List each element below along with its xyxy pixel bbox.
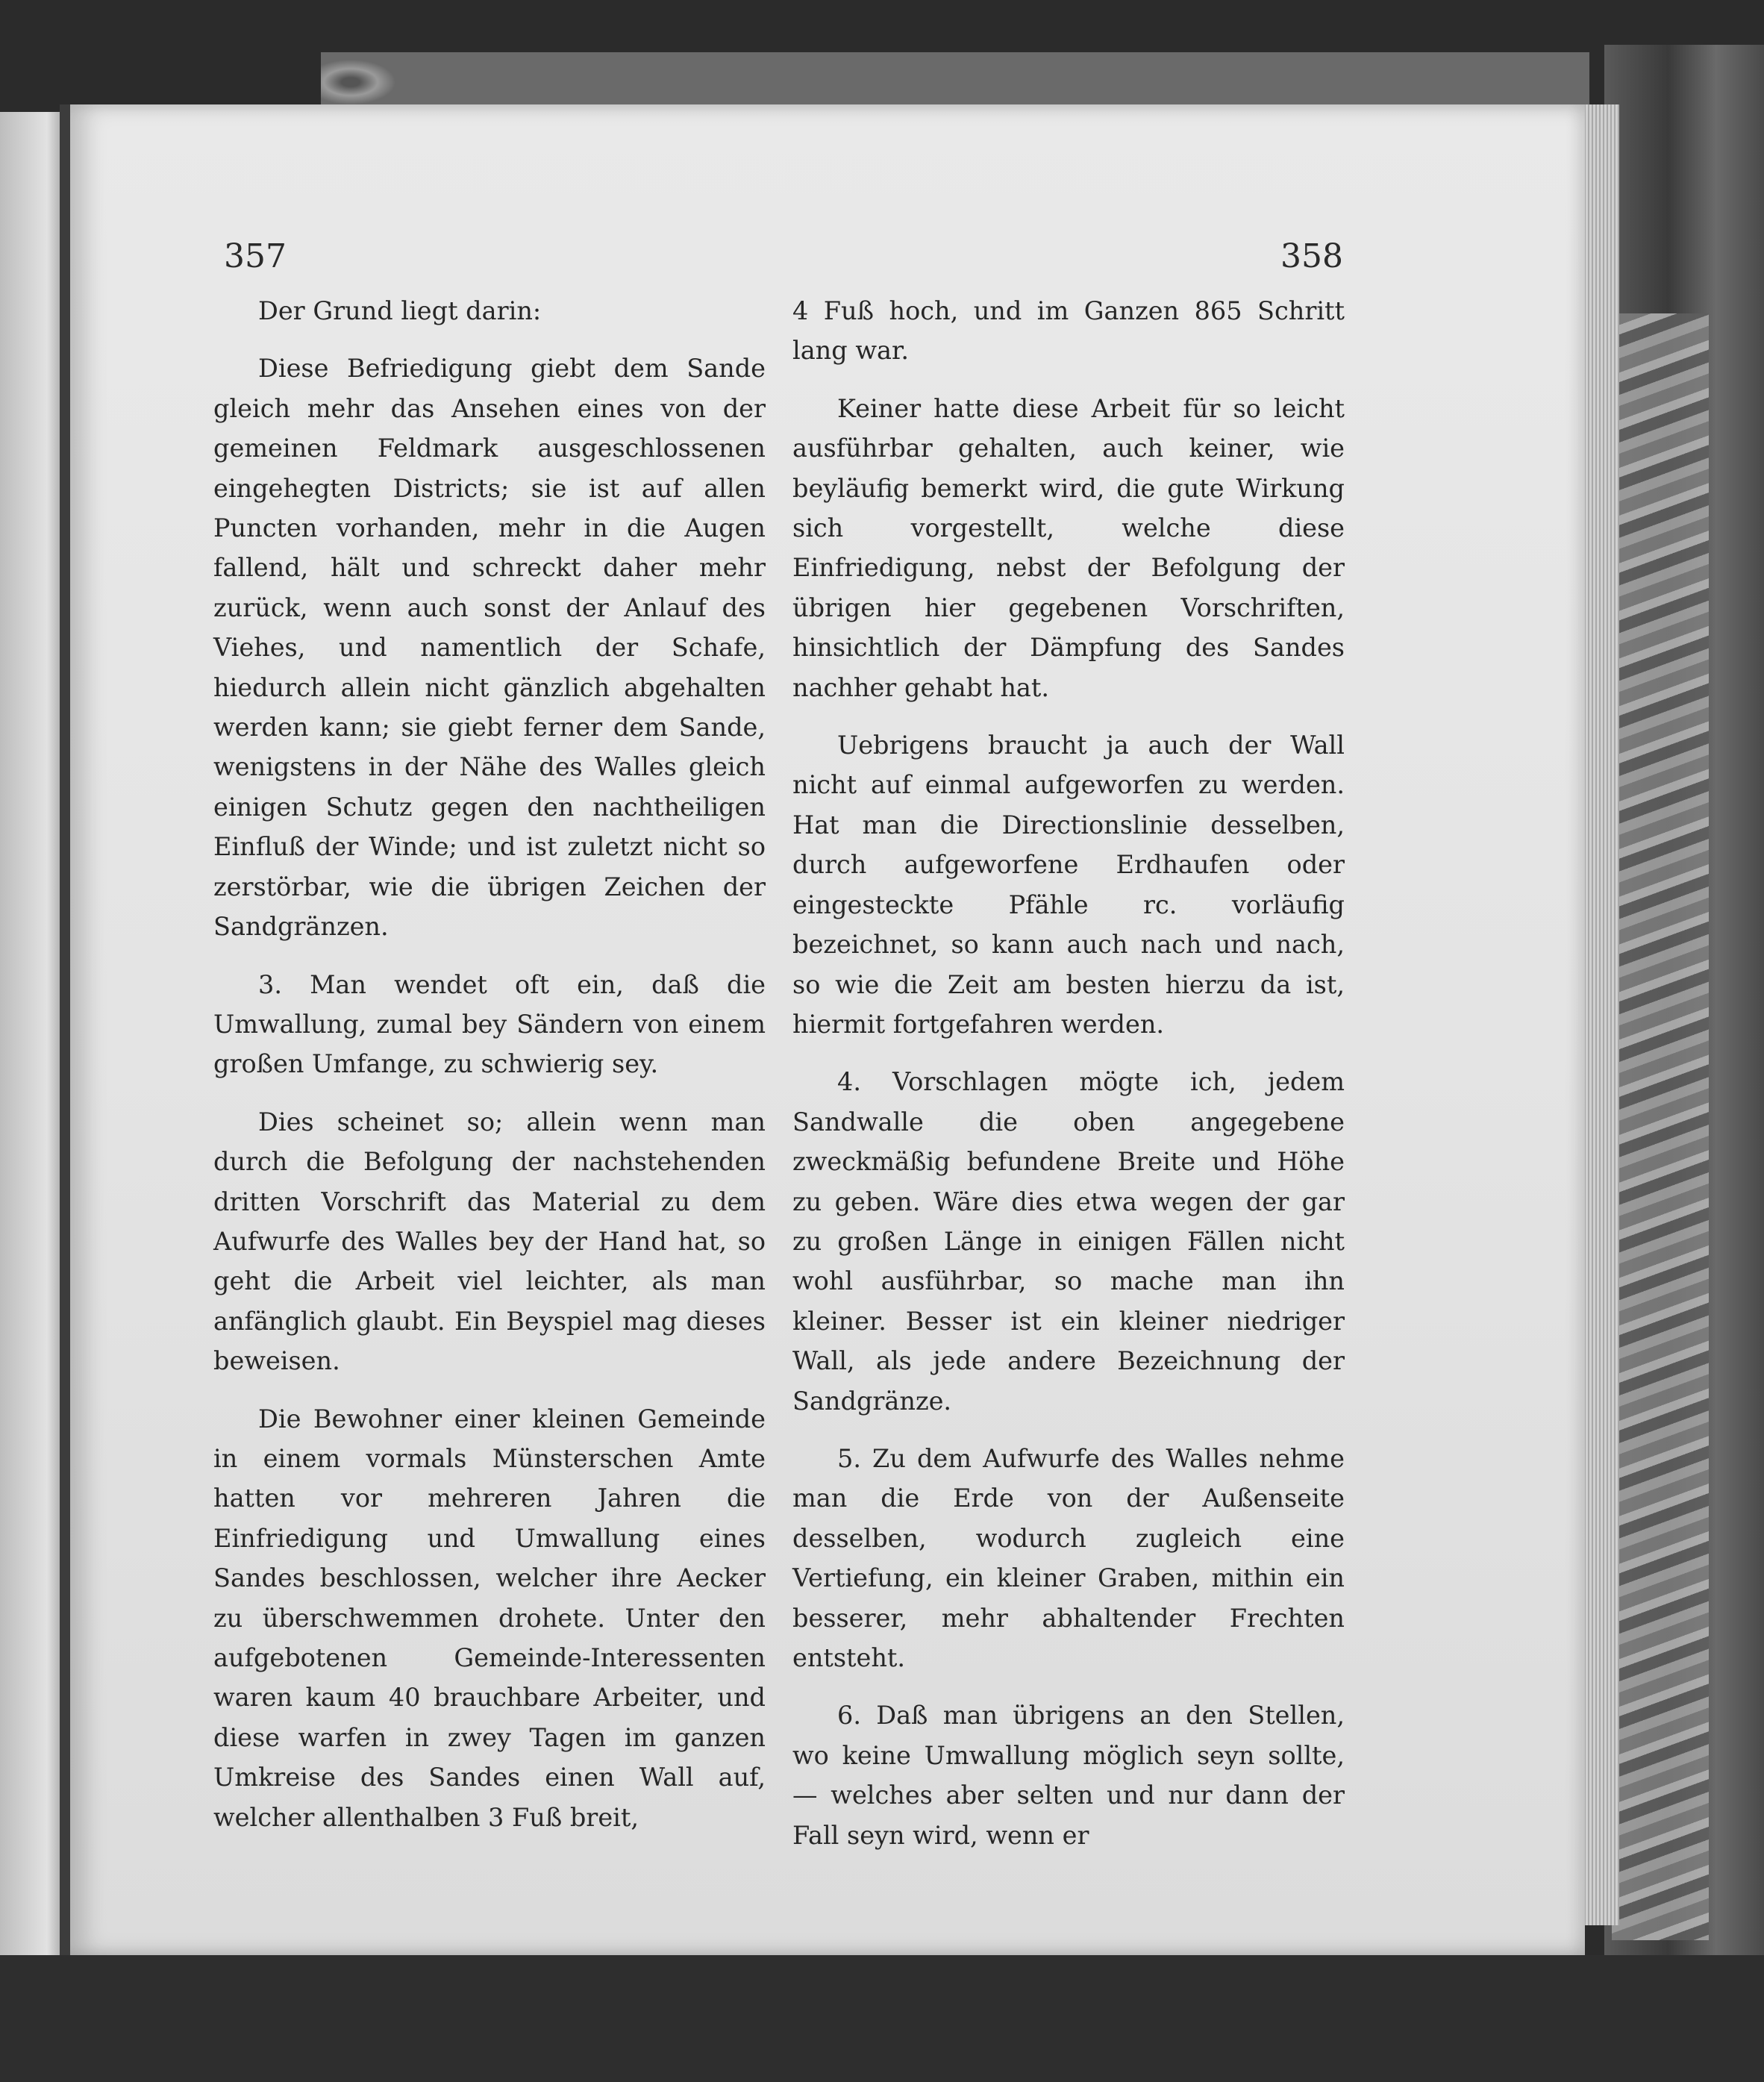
- paragraph: Keiner hatte diese Arbeit für so leicht ausführbar gehalten, auch keiner, wie beyläufig bemerkt wird, die gute Wirkung sich vorgestellt, welche diese Einfriedigung, nebst der Befolgung der übrigen hier gegebenen Vorschriften, hinsichtlich der Dämpfung des Sandes nachher gehabt hat.: [792, 393, 1345, 702]
- paragraph: 4. Vorschlagen mögte ich, jedem Sandwalle die oben angegebene zweckmäßig befundene Breite und Höhe zu geben. Wäre dies etwa wegen der gar zu großen Länge in einigen Fällen nicht wohl ausführbar, so mache man ihn kleiner. Besser ist ein kleiner niedriger Wall, als jede andere Bezeichnung der Sandgränze.: [792, 1067, 1345, 1416]
- paragraph: 4 Fuß hoch, und im Ganzen 865 Schritt lang war.: [792, 296, 1345, 366]
- paragraph: Dies scheinet so; allein wenn man durch die Befolgung der nachstehenden dritten Vorschrift das Material zu dem Aufwurfe des Walles bey der Hand hat, so geht die Arbeit viel leichter, als man anfänglich glaubt. Ein Beyspiel mag dieses beweisen.: [213, 1107, 766, 1376]
- background-bottom: [0, 1955, 1764, 2082]
- page-number-left: 357: [224, 237, 287, 275]
- page-number-right: 358: [1280, 237, 1343, 275]
- paragraph: Uebrigens braucht ja auch der Wall nicht auf einmal aufgeworfen zu werden. Hat man die Directionslinie desselben, durch aufgeworfene Erdhaufen oder eingesteckte Pfähle rc. vorläufig bezeichnet, so kann auch nach und nach, so wie die Zeit am besten hierzu da ist, hiermit fortgefahren werden.: [792, 731, 1345, 1039]
- paragraph: Der Grund liegt darin:: [258, 296, 542, 325]
- paragraph: Diese Befriedigung giebt dem Sande gleich mehr das Ansehen eines von der gemeinen Feldmark ausgeschlossenen eingehegten Districts; sie ist auf allen Puncten vorhanden, mehr in die Augen fallend, hält und schreckt daher mehr zurück, wenn auch sonst der Anlauf des Viehes, und namentlich der Schafe, hiedurch allein nicht gänzlich abgehalten werden kann; sie giebt ferner dem Sande, wenigstens in der Nähe des Walles gleich einigen Schutz gegen den nachtheiligen Einfluß der Winde; und ist zuletzt nicht so zerstörbar, wie die übrigen Zeichen der Sandgränzen.: [213, 354, 766, 942]
- paragraph: 5. Zu dem Aufwurfe des Walles nehme man die Erde von der Außenseite desselben, wodurch zugleich eine Vertiefung, ein kleiner Graben, mithin ein besserer, mehr abhaltender Frechten entsteht.: [792, 1443, 1345, 1672]
- previous-page-edge: [0, 112, 67, 1970]
- paragraph: 3. Man wendet oft ein, daß die Umwallung, zumal bey Sändern von einem großen Umfange, zu schwierig sey.: [213, 969, 766, 1079]
- book-edge-marbled-right: [1612, 313, 1709, 1940]
- text-column-right: [792, 291, 1345, 1855]
- paragraph: Die Bewohner einer kleinen Gemeinde in einem vormals Münsterschen Amte hatten vor mehreren Jahren die Einfriedigung und Umwallung eines Sandes beschlossen, welcher ihre Aecker zu überschwemmen drohete. Unter den aufgebotenen Gemeinde-Interessenten waren kaum 40 brauchbare Arbeiter, und diese warfen in zwey Tagen im ganzen Umkreise des Sandes einen Wall auf, welcher allenthalben 3 Fuß breit,: [213, 1404, 766, 1832]
- paragraph: 6. Daß man übrigens an den Stellen, wo keine Umwallung möglich seyn sollte, — welches aber selten und nur dann der Fall seyn wird, wenn er: [792, 1701, 1345, 1850]
- text-column-left: [213, 291, 766, 1837]
